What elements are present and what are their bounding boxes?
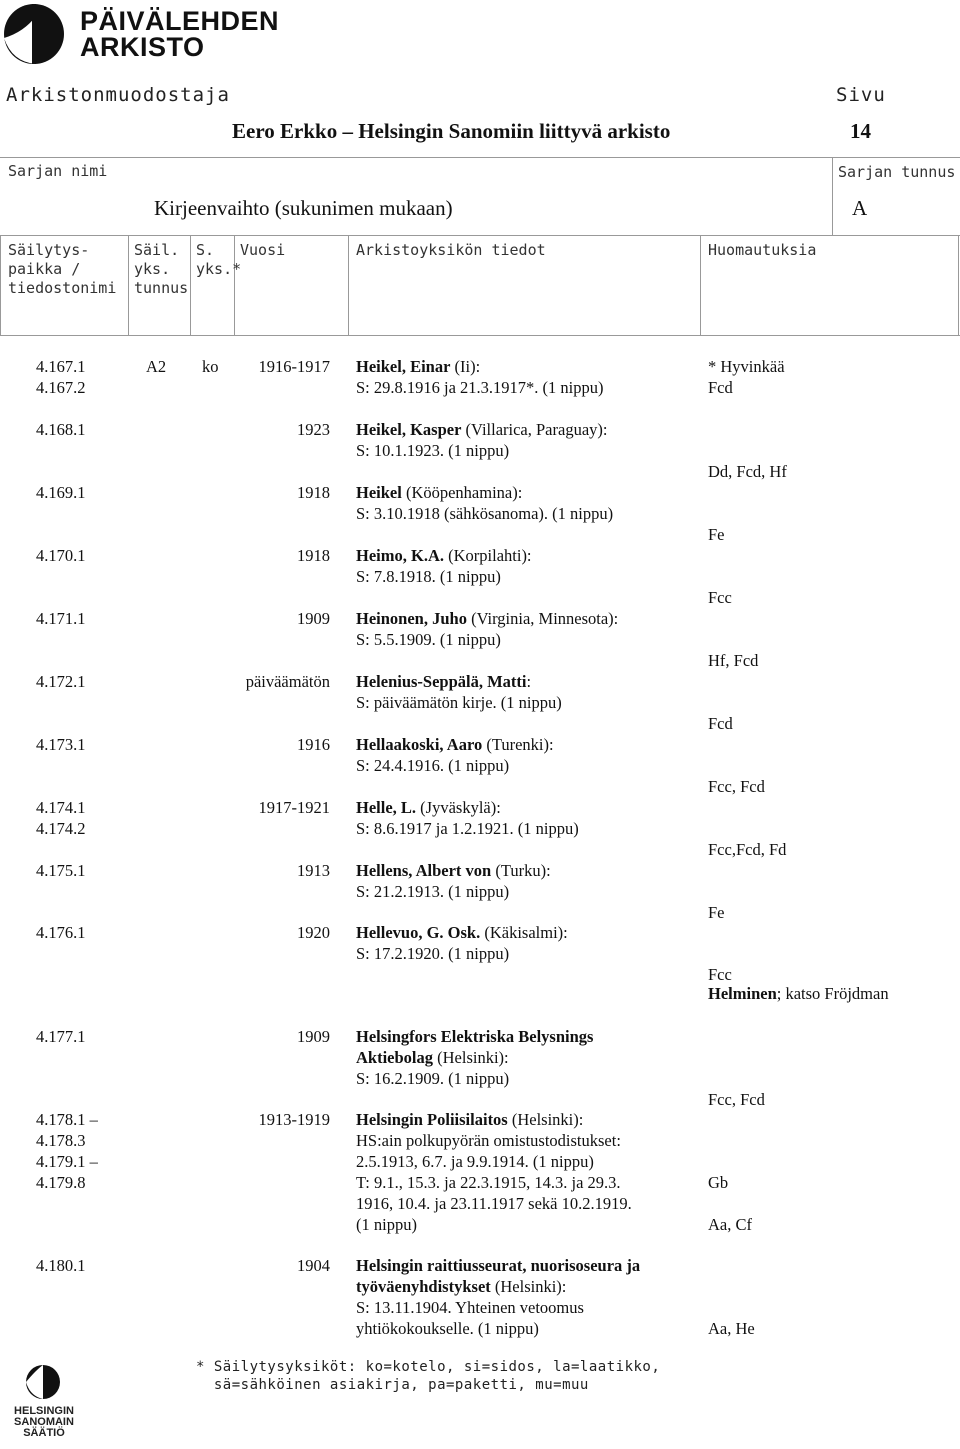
series-code: A: [852, 196, 868, 220]
location-cell: 4.171.1: [36, 609, 86, 628]
column-header-year: Vuosi: [240, 241, 286, 259]
notes-cell: Fcc, Fcd: [708, 777, 765, 796]
correspondent-name: Heikel, Einar: [356, 357, 451, 376]
divider: [190, 235, 191, 335]
correspondent-name: Helle, L.: [356, 798, 417, 817]
year-cell: 1918: [297, 483, 330, 502]
correspondent-place: (Ii):: [450, 357, 481, 376]
correspondence-detail: S: 3.10.1918 (sähkösanoma). (1 nippu): [356, 504, 614, 523]
divider: [958, 235, 959, 335]
correspondent-place: :: [526, 672, 532, 691]
notes-cell: Fe: [708, 903, 725, 922]
notes-cell: * Hyvinkää Fcd: [708, 357, 785, 397]
correspondent-name: Helsingin raittiusseurat, nuorisoseura ja työväenyhdistykset: [356, 1256, 641, 1296]
correspondent-name: Hellevuo, G. Osk.: [356, 923, 481, 942]
brand-name: [80, 8, 279, 60]
year-cell: 1923: [297, 420, 330, 439]
page-title: Eero Erkko – Helsingin Sanomiin liittyvä arkisto: [232, 119, 671, 143]
location-cell: 4.180.1: [36, 1256, 86, 1275]
correspondence-detail: HS:ain polkupyörän omistustodistukset: 2.5.1913, 6.7. ja 9.9.1914. (1 nippu) T: 9.1., 15.3. ja 22.3.1915, 14.3. ja 29.3. 1916, 10.4. ja 23.11.1917 sekä 10.2.1919. (1 nippu): [356, 1131, 632, 1234]
location-cell: 4.175.1: [36, 861, 86, 880]
brand-line-2: ARKISTO: [80, 32, 205, 62]
location-cell: 4.169.1: [36, 483, 86, 502]
divider: [700, 235, 701, 335]
brand-line-1: PÄIVÄLEHDEN: [80, 6, 280, 36]
correspondence-detail: S: päiväämätön kirje. (1 nippu): [356, 693, 562, 712]
correspondence-detail: S: 8.6.1917 ja 1.2.1921. (1 nippu): [356, 819, 579, 838]
details-cell: [356, 671, 562, 713]
notes-cell: Fcc: [708, 588, 732, 607]
correspondent-name: Hellaakoski, Aaro: [356, 735, 483, 754]
column-header-unit-type: S. yks.*: [196, 241, 242, 278]
correspondent-name: Heikel, Kasper: [356, 420, 462, 439]
location-cell: 4.173.1: [36, 735, 86, 754]
location-cell: 4.170.1: [36, 546, 86, 565]
unit-type-cell: ko: [202, 357, 219, 376]
notes-cell: Fcd: [708, 714, 733, 733]
footer-logo-text: HELSINGIN SANOMAIN SÄÄTIÖ: [14, 1405, 74, 1439]
correspondent-place: (Turenki):: [482, 735, 554, 754]
year-cell: 1918: [297, 546, 330, 565]
year-cell: 1916-1917: [258, 357, 330, 376]
correspondent-name: Hellens, Albert von: [356, 861, 492, 880]
creator-label: Arkistonmuodostaja: [6, 84, 230, 106]
notes-cell: Dd, Fcd, Hf: [708, 462, 787, 481]
divider: [348, 235, 349, 335]
divider: [0, 235, 960, 236]
location-cell: 4.174.1 4.174.2: [36, 798, 86, 838]
series-code-label: Sarjan tunnus: [838, 163, 956, 181]
location-cell: 4.172.1: [36, 672, 86, 691]
correspondence-detail: S: 16.2.1909. (1 nippu): [356, 1069, 510, 1088]
column-header-details: Arkistoyksikön tiedot: [356, 241, 546, 259]
location-cell: 4.168.1: [36, 420, 86, 439]
correspondence-detail: S: 10.1.1923. (1 nippu): [356, 441, 510, 460]
year-cell: päiväämätön: [245, 672, 330, 691]
year-cell: 1916: [297, 735, 330, 754]
column-header-notes: Huomautuksia: [708, 241, 817, 259]
location-cell: 4.176.1: [36, 923, 86, 942]
footnote: * Säilytysyksiköt: ko=kotelo, si=sidos, la=laatikko, sä=sähköinen asiakirja, pa=paketti, mu=muu: [196, 1359, 661, 1393]
notes-cell: Hf, Fcd: [708, 651, 759, 670]
year-cell: 1913: [297, 861, 330, 880]
correspondence-detail: S: 5.5.1909. (1 nippu): [356, 630, 501, 649]
details-cell: [356, 482, 613, 524]
correspondent-place: (Turku):: [491, 861, 551, 880]
year-cell: 1917-1921: [258, 798, 330, 817]
notes-cell: Gb Aa, Cf: [708, 1173, 752, 1234]
correspondence-detail: S: 29.8.1916 ja 21.3.1917*. (1 nippu): [356, 378, 604, 397]
year-cell: 1920: [297, 923, 330, 942]
location-cell: 4.178.1 – 4.178.3 4.179.1 – 4.179.8: [36, 1110, 98, 1192]
correspondent-place: (Kööpenhamina):: [401, 483, 523, 502]
correspondence-detail: S: 7.8.1918. (1 nippu): [356, 567, 501, 586]
column-header-unit-id: Säil. yks. tunnus: [134, 241, 189, 297]
divider: [0, 335, 960, 336]
correspondence-detail: S: 17.2.1920. (1 nippu): [356, 944, 510, 963]
details-cell: [356, 860, 551, 902]
correspondent-name: Heikel: [356, 483, 402, 502]
details-cell: [356, 356, 604, 398]
cross-reference-text: ; katso Fröjdman: [776, 984, 889, 1003]
correspondent-place: (Helsinki):: [507, 1110, 584, 1129]
notes-cell: Fcc: [708, 965, 732, 984]
series-name-label: Sarjan nimi: [8, 162, 108, 180]
details-cell: [356, 419, 607, 461]
notes-cell: Fe: [708, 525, 725, 544]
correspondent-name: Heimo, K.A.: [356, 546, 444, 565]
correspondent-name: Helenius-Seppälä, Matti: [356, 672, 527, 691]
correspondence-detail: S: 24.4.1916. (1 nippu): [356, 756, 510, 775]
notes-cell: Fcc,Fcd, Fd: [708, 840, 787, 859]
details-cell: [356, 734, 554, 776]
correspondent-name: Helsingfors Elektriska Belysnings Aktiebolag: [356, 1027, 594, 1067]
correspondent-place: (Korpilahti):: [444, 546, 532, 565]
series-name: Kirjeenvaihto (sukunimen mukaan): [154, 196, 453, 220]
paivalehden-arkisto-logo-icon: [2, 2, 66, 66]
correspondence-detail: S: 21.2.1913. (1 nippu): [356, 882, 510, 901]
notes-cell: Aa, He: [708, 1319, 755, 1338]
details-cell: [356, 922, 568, 964]
details-cell: [356, 1026, 593, 1089]
correspondence-detail: S: 13.11.1904. Yhteinen vetoomus yhtiökokoukselle. (1 nippu): [356, 1298, 584, 1338]
unit-id-cell: A2: [146, 357, 167, 376]
year-cell: 1913-1919: [258, 1110, 330, 1129]
cross-reference-name: Helminen: [708, 984, 777, 1003]
correspondent-name: Heinonen, Juho: [356, 609, 467, 628]
location-cell: 4.167.1 4.167.2: [36, 357, 86, 397]
details-cell: [356, 1255, 640, 1339]
page-number: 14: [850, 119, 871, 143]
page-label: Sivu: [836, 84, 886, 106]
correspondent-place: (Villarica, Paraguay):: [461, 420, 608, 439]
correspondent-place: (Virginia, Minnesota):: [466, 609, 619, 628]
details-cell: [356, 1109, 632, 1235]
year-cell: 1904: [297, 1256, 330, 1275]
details-cell: [356, 797, 579, 839]
year-cell: 1909: [297, 1027, 330, 1046]
notes-cell: Fcc, Fcd: [708, 1090, 765, 1109]
correspondent-place: (Jyväskylä):: [416, 798, 501, 817]
details-cell: [356, 545, 532, 587]
divider: [0, 235, 1, 335]
location-cell: 4.177.1: [36, 1027, 86, 1046]
divider: [0, 157, 960, 158]
correspondent-place: (Helsinki):: [490, 1277, 567, 1296]
year-cell: 1909: [297, 609, 330, 628]
divider: [128, 235, 129, 335]
correspondent-place: (Käkisalmi):: [480, 923, 568, 942]
column-header-location: Säilytys- paikka / tiedostonimi: [8, 241, 117, 297]
correspondent-name: Helsingin Poliisilaitos: [356, 1110, 508, 1129]
details-cell: [356, 608, 618, 650]
divider: [832, 157, 833, 235]
cross-reference: [708, 983, 889, 1004]
correspondent-place: (Helsinki):: [433, 1048, 509, 1067]
